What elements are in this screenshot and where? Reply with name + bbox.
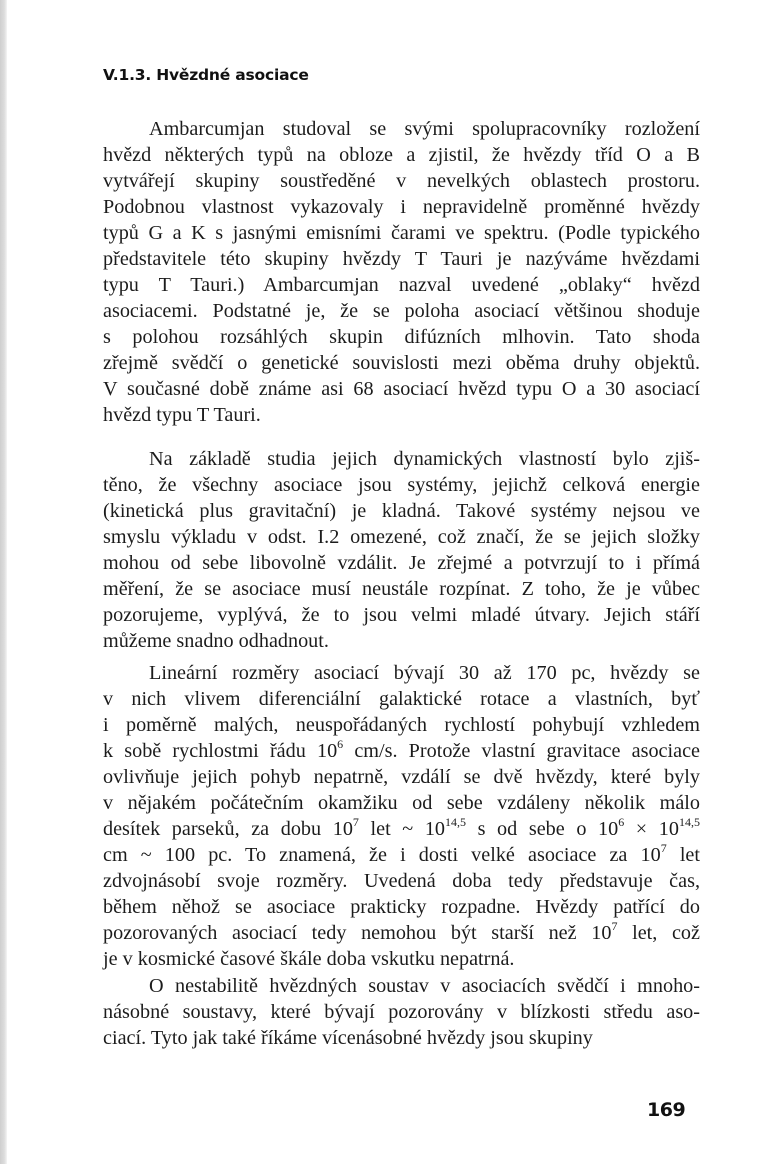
text-line: těno, že všechny asociace jsou systémy, jejichž celková energie	[103, 474, 700, 496]
text-line: ciací. Tyto jak také říkáme vícenásobné hvězdy jsou skupiny	[103, 1027, 593, 1049]
book-page	[103, 60, 700, 1051]
text-line: Ambarcumjan studoval se svými spolupracovníky rozložení	[149, 118, 700, 140]
text-line: smyslu výkladu v odst. I.2 omezené, což značí, že se jejich složky	[103, 526, 700, 548]
text-line: násobné soustavy, které bývají pozorovány v blízkosti středu aso-	[103, 1001, 700, 1023]
exponent: 7	[660, 841, 667, 855]
exponent: 7	[611, 919, 618, 933]
exponent: 6	[618, 815, 625, 829]
exponent: 14,5	[445, 815, 466, 829]
text-line: V současné době známe asi 68 asociací hvězd typu O a 30 asociací	[103, 378, 700, 400]
text-line: ovlivňuje jejich pohyb nepatrně, vzdálí se dvě hvězdy, které byly	[103, 766, 700, 788]
paragraph-spacing	[103, 428, 700, 446]
text-line: i poměrně malých, neuspořádaných rychlostí pohybují vzhledem	[103, 714, 700, 736]
section-heading: V.1.3. Hvězdné asociace	[103, 66, 309, 84]
text-line: cm ~ 100 pc. To znamená, že i dosti velké asociace za $10^7$ let	[103, 841, 700, 866]
text-line: s polohou rozsáhlých skupin difúzních mlhovin. Tato shoda	[103, 326, 700, 348]
text-line: Podobnou vlastnost vykazovaly i nepravidelně proměnné hvězdy	[103, 196, 700, 218]
body-text	[103, 116, 700, 1051]
exponent: 14,5	[678, 815, 700, 829]
text-line: hvězd typu T Tauri.	[103, 404, 261, 426]
text-line: pozorovaných asociací tedy nemohou být starší než $10^7$ let, což	[103, 919, 700, 944]
paragraph	[103, 446, 700, 654]
paragraph	[103, 973, 700, 1051]
text-line: typů G a K s jasnými emisními čarami ve spektru. (Podle typického	[103, 222, 700, 244]
scan-edge-shadow	[0, 0, 7, 1164]
text-line: v nich vlivem diferenciální galaktické rotace a vlastních, byť	[103, 688, 700, 710]
text-line: pozorujeme, vyplývá, že to jsou velmi mladé útvary. Jejich stáří	[103, 604, 700, 626]
text-line: mohou od sebe libovolně vzdálit. Je zřejmé a potvrzují to i přímá	[103, 552, 700, 574]
text-line: měření, že se asociace musí neustále rozpínat. Z toho, že je vůbec	[103, 578, 700, 600]
exponent: 7	[352, 815, 359, 829]
text-line: můžeme snadno odhadnout.	[103, 630, 329, 652]
text-line: k sobě rychlostmi řádu $10^6$ cm/s. Protože vlastní gravitace asociace	[103, 737, 700, 762]
text-line: je v kosmické časové škále doba vskutku nepatrná.	[103, 948, 515, 970]
text-line: v nějakém počátečním okamžiku od sebe vzdáleny několik málo	[103, 792, 700, 814]
text-line: Na základě studia jejich dynamických vlastností bylo zjiš-	[149, 448, 700, 470]
exponent: 6	[337, 737, 344, 751]
text-line: během něhož se asociace prakticky rozpadne. Hvězdy patřící do	[103, 896, 700, 918]
text-line: představitele této skupiny hvězdy T Tauri je nazýváme hvězdami	[103, 248, 700, 270]
text-line: hvězd některých typů na obloze a zjistil, že hvězdy tříd O a B	[103, 144, 700, 166]
text-line: asociacemi. Podstatné je, že se poloha asociací většinou shoduje	[103, 300, 700, 322]
text-line: Lineární rozměry asociací bývají 30 až 170 pc, hvězdy se	[149, 662, 700, 684]
text-line: zřejmě svědčí o genetické souvislosti mezi oběma druhy objektů.	[103, 352, 700, 374]
text-line: zdvojnásobí svoje rozměry. Uvedená doba tedy představuje čas,	[103, 870, 700, 892]
paragraph	[103, 660, 700, 972]
text-line: (kinetická plus gravitační) je kladná. Takové systémy nejsou ve	[103, 500, 700, 522]
text-line: typu T Tauri.) Ambarcumjan nazval uvedené „oblaky“ hvězd	[103, 274, 700, 296]
page-number: 169	[647, 1099, 686, 1121]
paragraph	[103, 116, 700, 428]
text-line: O nestabilitě hvězdných soustav v asociacích svědčí i mnoho-	[149, 975, 700, 997]
text-line: desítek parseků, za dobu $10^7$ let ~ 10$^{14,5}$ s od sebe o $10^6 \times 10^{14,5}$	[103, 815, 700, 840]
text-line: vytvářejí skupiny soustředěné v nevelkých oblastech prostoru.	[103, 170, 700, 192]
